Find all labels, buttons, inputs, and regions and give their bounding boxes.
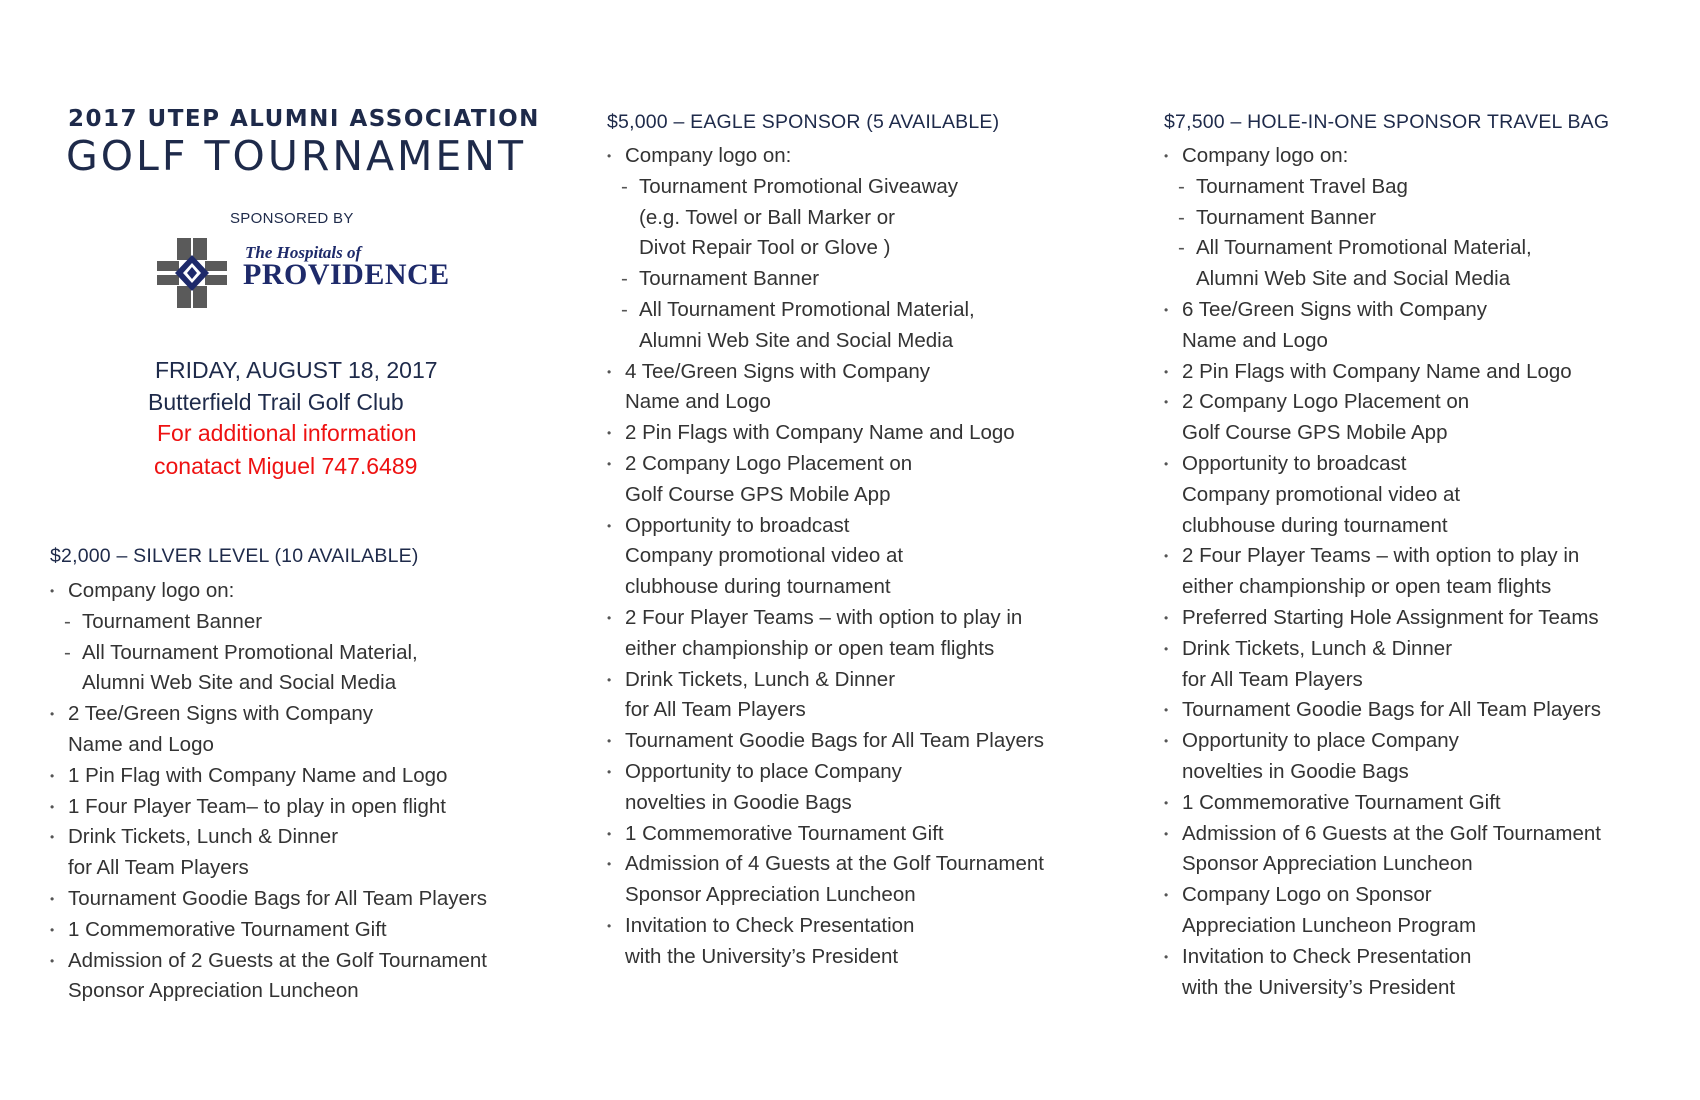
- list-item: - Tournament Banner: [1162, 203, 1601, 234]
- list-item: for All Team Players: [68, 856, 249, 880]
- list-item: Name and Logo: [68, 732, 214, 756]
- list-item: clubhouse during tournament: [1182, 513, 1448, 537]
- list-item: • 2 Four Player Teams – with option to play in: [1162, 541, 1601, 572]
- list-item: • Tournament Goodie Bags for All Team Players: [605, 726, 1044, 757]
- list-item: • Tournament Goodie Bags for All Team Players: [1162, 695, 1601, 726]
- list-item: • 2 Four Player Teams – with option to play in: [605, 603, 1044, 634]
- sponsor-logo-line2: PROVIDENCE: [243, 258, 450, 291]
- list-item: • Company logo on:: [605, 141, 1044, 172]
- eagle-sponsor-heading: $5,000 – EAGLE SPONSOR (5 AVAILABLE): [607, 111, 1000, 133]
- sponsor-logo-line1: The Hospitals of: [245, 243, 362, 262]
- list-item: - Tournament Banner: [48, 607, 487, 638]
- list-item: • Opportunity to place Company: [1162, 726, 1601, 757]
- list-item: • 4 Tee/Green Signs with Company: [605, 357, 1044, 388]
- list-item: (e.g. Towel or Ball Marker or: [639, 205, 895, 229]
- list-item: for All Team Players: [625, 698, 806, 722]
- list-item: Divot Repair Tool or Glove ): [639, 236, 891, 260]
- list-item: novelties in Goodie Bags: [1182, 759, 1409, 783]
- event-title-line2: GOLF TOURNAMENT: [66, 132, 527, 180]
- list-item: • Opportunity to broadcast: [1162, 449, 1601, 480]
- list-item: Golf Course GPS Mobile App: [1182, 421, 1448, 445]
- silver-level-list: [48, 576, 487, 1007]
- list-item: Sponsor Appreciation Luncheon: [68, 979, 359, 1003]
- list-item: • Opportunity to place Company: [605, 757, 1044, 788]
- list-item: Company promotional video at: [1182, 482, 1461, 506]
- sponsored-by-label: SPONSORED BY: [230, 210, 354, 227]
- list-item: • Drink Tickets, Lunch & Dinner: [1162, 634, 1601, 665]
- list-item: with the University’s President: [1182, 975, 1456, 999]
- list-item: • Opportunity to broadcast: [605, 511, 1044, 542]
- list-item: • Invitation to Check Presentation: [605, 911, 1044, 942]
- list-item: • 2 Pin Flags with Company Name and Logo: [1162, 357, 1601, 388]
- list-item: • Admission of 6 Guests at the Golf Tournament: [1162, 819, 1601, 850]
- list-item: - All Tournament Promotional Material,: [1162, 233, 1601, 264]
- event-venue: Butterfield Trail Golf Club: [148, 389, 404, 415]
- list-item: for All Team Players: [1182, 667, 1363, 691]
- list-item: either championship or open team flights: [1182, 575, 1552, 599]
- event-date: FRIDAY, AUGUST 18, 2017: [155, 357, 438, 383]
- hole-in-one-list: [1162, 141, 1601, 1003]
- list-item: • Admission of 4 Guests at the Golf Tournament: [605, 849, 1044, 880]
- list-item: Sponsor Appreciation Luncheon: [1182, 852, 1473, 876]
- silver-level-heading: $2,000 – SILVER LEVEL (10 AVAILABLE): [50, 545, 419, 567]
- hole-in-one-heading: $7,500 – HOLE-IN-ONE SPONSOR TRAVEL BAG: [1164, 111, 1610, 133]
- contact-info-line1: For additional information: [157, 420, 417, 446]
- list-item: - Tournament Travel Bag: [1162, 172, 1601, 203]
- list-item: Alumni Web Site and Social Media: [1196, 267, 1511, 291]
- list-item: Sponsor Appreciation Luncheon: [625, 883, 916, 907]
- list-item: novelties in Goodie Bags: [625, 790, 852, 814]
- list-item: • 2 Pin Flags with Company Name and Logo: [605, 418, 1044, 449]
- list-item: Appreciation Luncheon Program: [1182, 913, 1477, 937]
- list-item: Alumni Web Site and Social Media: [639, 328, 954, 352]
- eagle-sponsor-list: [605, 141, 1044, 973]
- list-item: clubhouse during tournament: [625, 575, 891, 599]
- contact-info-line2: conatact Miguel 747.6489: [154, 453, 418, 479]
- list-item: • 2 Company Logo Placement on: [1162, 387, 1601, 418]
- list-item: • 1 Commemorative Tournament Gift: [1162, 788, 1601, 819]
- list-item: • 6 Tee/Green Signs with Company: [1162, 295, 1601, 326]
- list-item: • Company logo on:: [1162, 141, 1601, 172]
- list-item: - Tournament Promotional Giveaway: [605, 172, 1044, 203]
- list-item: either championship or open team flights: [625, 636, 995, 660]
- list-item: • 1 Commemorative Tournament Gift: [605, 819, 1044, 850]
- list-item: • 2 Company Logo Placement on: [605, 449, 1044, 480]
- list-item: • Drink Tickets, Lunch & Dinner: [605, 665, 1044, 696]
- event-title-line1: 2017 UTEP ALUMNI ASSOCIATION: [68, 106, 540, 132]
- list-item: - All Tournament Promotional Material,: [48, 638, 487, 669]
- list-item: - All Tournament Promotional Material,: [605, 295, 1044, 326]
- list-item: • Preferred Starting Hole Assignment for Teams: [1162, 603, 1601, 634]
- list-item: Golf Course GPS Mobile App: [625, 482, 891, 506]
- list-item: Alumni Web Site and Social Media: [82, 671, 397, 695]
- list-item: • 2 Tee/Green Signs with Company: [48, 699, 487, 730]
- list-item: Company promotional video at: [625, 544, 904, 568]
- list-item: • 1 Four Player Team– to play in open flight: [48, 792, 487, 823]
- list-item: Name and Logo: [1182, 328, 1328, 352]
- list-item: Name and Logo: [625, 390, 771, 414]
- list-item: • Invitation to Check Presentation: [1162, 942, 1601, 973]
- list-item: • Company Logo on Sponsor: [1162, 880, 1601, 911]
- list-item: - Tournament Banner: [605, 264, 1044, 295]
- list-item: • Tournament Goodie Bags for All Team Players: [48, 884, 487, 915]
- list-item: • Drink Tickets, Lunch & Dinner: [48, 822, 487, 853]
- list-item: • 1 Pin Flag with Company Name and Logo: [48, 761, 487, 792]
- list-item: • Company logo on:: [48, 576, 487, 607]
- list-item: with the University’s President: [625, 944, 899, 968]
- list-item: • Admission of 2 Guests at the Golf Tournament: [48, 946, 487, 977]
- list-item: • 1 Commemorative Tournament Gift: [48, 915, 487, 946]
